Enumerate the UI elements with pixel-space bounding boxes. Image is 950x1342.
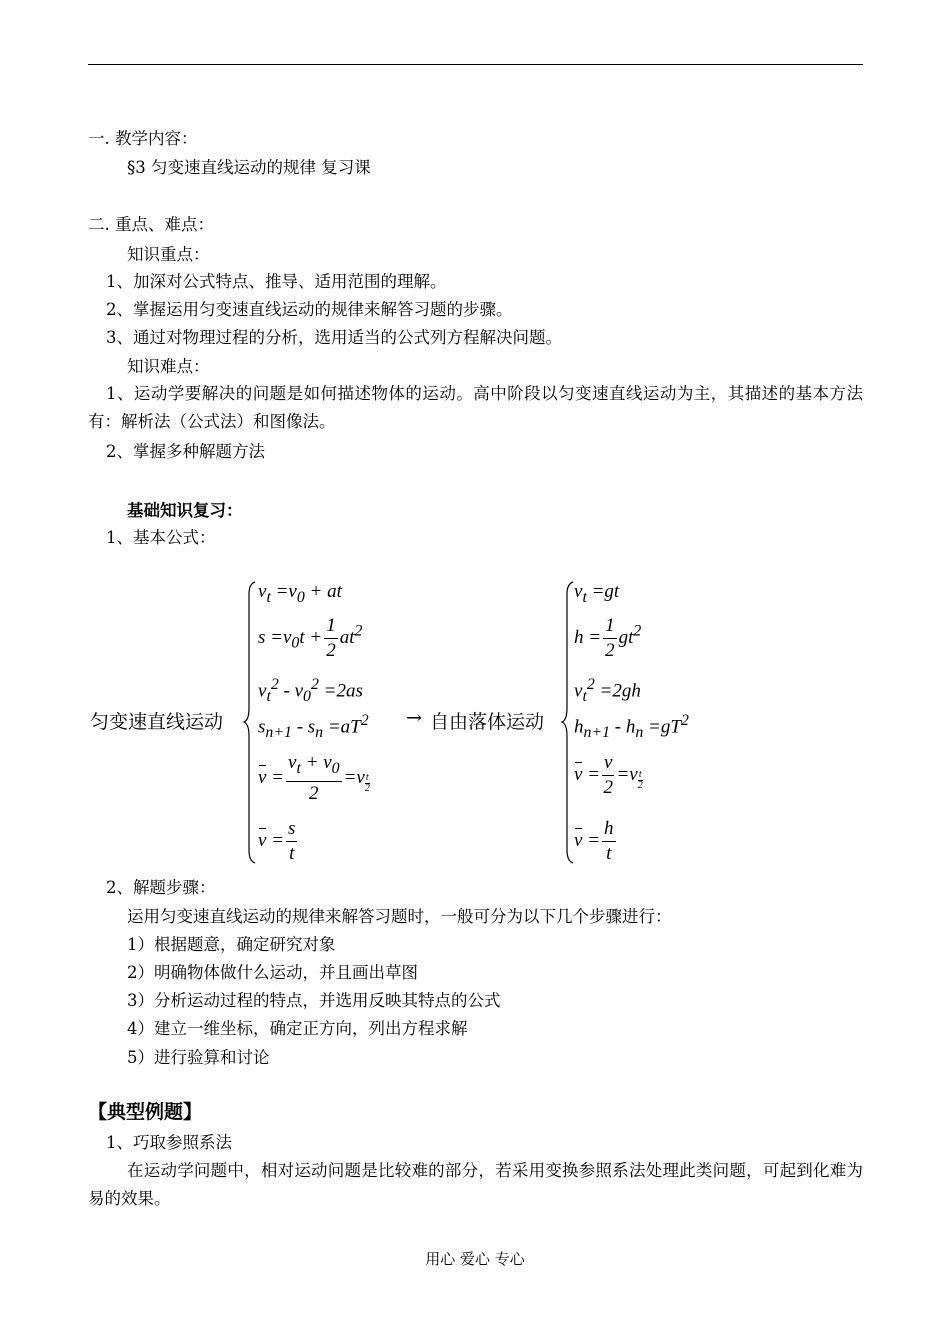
formula-displacement: $s =v_0t$ + $\frac{1}{2}$ $at^2$ <box>258 615 363 661</box>
example-paragraph: 在运动学问题中，相对运动问题是比较难的部分，若采用变换参照系法处理此类问题，可起到化难为易的效果。 <box>88 1161 863 1208</box>
step-item: 4）建立一维坐标，确定正方向，列出方程求解 <box>127 1019 468 1038</box>
freefall-average-velocity: v = $\frac{v}{2}$ =v $\frac{t}{2}$ <box>574 752 643 798</box>
step-item: 5）进行验算和讨论 <box>127 1048 270 1067</box>
focus-item: 1、加深对公式特点、推导、适用范围的理解。 <box>106 272 447 291</box>
formula-label: 1、基本公式： <box>106 528 216 547</box>
example-item-1: 1、巧取参照系法 <box>106 1133 232 1152</box>
difficulty-label: 知识难点： <box>127 357 210 376</box>
steps-intro: 运用匀变速直线运动的规律来解答习题时，一般可分为以下几个步骤进行： <box>127 907 672 926</box>
step-item: 3）分析运动过程的特点，并选用反映其特点的公式 <box>127 991 501 1010</box>
step-item: 1）根据题意，确定研究对象 <box>127 935 336 954</box>
freefall-velocity: $v_t =gt$ <box>574 581 620 606</box>
steps-heading: 2、解题步骤： <box>106 878 216 897</box>
freefall-average-velocity-height: v = $\frac{h}{t}$ <box>574 818 614 864</box>
focus-item: 2、掌握运用匀变速直线运动的规律来解答习题的步骤。 <box>106 300 513 319</box>
free-fall-label: 自由落体运动 <box>430 711 545 733</box>
step-item: 2）明确物体做什么运动，并且画出草图 <box>127 963 418 982</box>
lesson-title: §3 匀变速直线运动的规律 复习课 <box>127 158 371 177</box>
difficulty-item-1: 1、运动学要解决的问题是如何描述物体的运动。高中阶段以匀变速直线运动为主，其描述的基本方法有：解析法（公式法）和图像法。 <box>88 384 863 431</box>
formula-velocity: $v_t =v_0$ + at <box>258 581 342 606</box>
freefall-successive-diff: $h_{n+1} - h_n =gT^2$ <box>574 712 689 742</box>
section2-heading: 二. 重点、难点： <box>88 215 214 234</box>
uniform-accel-label: 匀变速直线运动 <box>90 711 224 733</box>
focus-item: 3、通过对物理过程的分析，选用适当的公式列方程解决问题。 <box>106 328 562 347</box>
freefall-height: h = $\frac{1}{2}$ $gt^2$ <box>574 615 642 661</box>
formula-average-velocity-distance: v = $\frac{s}{t}$ <box>258 818 296 864</box>
footer: 用心 爱心 专心 <box>425 1250 525 1268</box>
review-heading: 基础知识复习： <box>127 501 243 520</box>
left-brace <box>243 580 257 865</box>
difficulty-item-2: 2、掌握多种解题方法 <box>106 442 265 461</box>
formula-average-velocity: v = $\frac{v_t + v_0}{2}$ =v $\frac{t}{2}$ <box>258 752 370 804</box>
header-rule <box>88 64 863 65</box>
examples-heading: 【典型例题】 <box>88 1101 203 1123</box>
arrow: → <box>406 707 422 729</box>
freefall-velocity-squared: $v_t^2 =2gh$ <box>574 676 641 706</box>
formula-velocity-squared: $v_t^2 - v_0^2 =2as$ <box>258 676 363 706</box>
right-brace <box>561 580 575 865</box>
section1-heading: 一. 教学内容： <box>88 129 198 148</box>
formula-successive-diff: $s_{n+1} - s_n =aT^2$ <box>258 712 369 742</box>
focus-label: 知识重点： <box>127 245 210 264</box>
